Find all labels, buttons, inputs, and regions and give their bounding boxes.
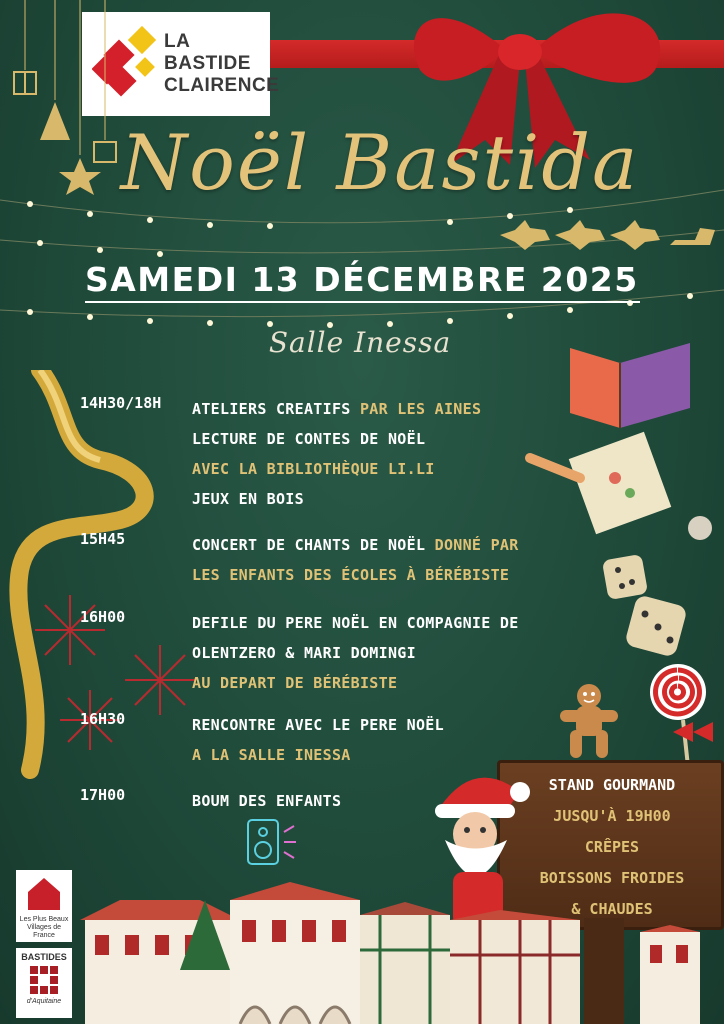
speaker-icon [240,812,300,872]
program-time: 17H00 [80,786,126,804]
program-text: DEFILE DU PERE NOËL EN COMPAGNIE DE [192,614,519,632]
program-text: ATELIERS CREATIFS [192,400,360,418]
program-text: JEUX EN BOIS [192,490,304,508]
venue: Salle Inessa [268,326,452,359]
event-date: SAMEDI 13 DÉCEMBRE 2025 [85,260,640,303]
program-text: OLENTZERO & MARI DOMINGI [192,644,416,662]
program-text: LES ENFANTS DES ÉCOLES À BÉRÉBISTE [192,566,510,584]
village-illustration-icon [80,870,720,1024]
logo-line1: LA BASTIDE [164,31,251,74]
logo-line2: CLAIRENCE [164,75,280,96]
plus-beaux-villages-badge [16,870,72,942]
red-house-icon [26,876,62,912]
page-title: Noël Bastida [120,118,640,207]
badge-subtitle: d'Aquitaine [26,998,62,1005]
stand-line: JUSQU'À 19H00 [553,807,671,825]
program-time: 14H30/18H [80,394,162,412]
stand-line: & CHAUDES [571,900,653,918]
program-text: PAR LES AINES [359,400,482,418]
program-text: CONCERT DE CHANTS DE NOËL [192,536,435,554]
program-text: BOUM DES ENFANTS [192,792,342,810]
program-text: LECTURE DE CONTES DE NOËL [192,430,426,448]
program-time: 15H45 [80,530,126,548]
badge-text: Les Plus Beaux Villages de France [19,916,69,939]
program-text: DONNÉ PAR [434,536,519,554]
program-time: 16H00 [80,608,126,626]
program-text: AVEC LA BIBLIOTHÈQUE LI.LI [192,460,435,478]
program-time: 16H30 [80,710,126,728]
program-text: RENCONTRE AVEC LE PERE NOËL [192,716,444,734]
bastides-badge [16,948,72,1018]
stand-line: BOISSONS FROIDES [539,869,685,887]
stand-title: STAND GOURMAND [548,776,676,794]
stand-line: CRÊPES [584,838,640,856]
grid-icon [30,966,58,994]
badge-title: BASTIDES [21,952,67,962]
program-text: A LA SALLE INESSA [192,746,351,764]
dice-icon [600,552,700,662]
program-text: AU DEPART DE BÉRÉBISTE [192,674,398,692]
